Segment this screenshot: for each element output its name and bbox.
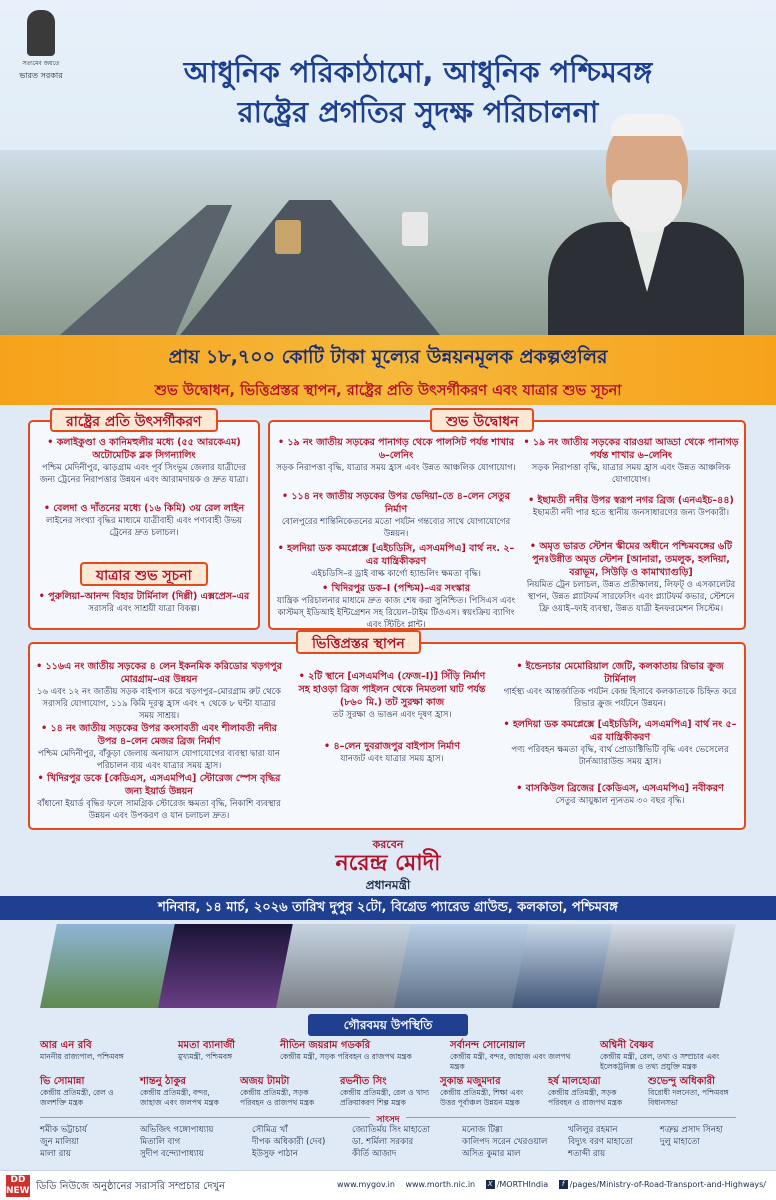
foundation-item (500, 782, 740, 807)
guest-name: ভি সোমান্না (40, 1076, 85, 1087)
host-title: প্রধানমন্ত্রী (365, 878, 411, 892)
guest (40, 1040, 170, 1062)
item-desc: সড়ক নিরাপত্তা বৃদ্ধি, যাত্রার সময় হ্রাস এবং উন্নত আঞ্চলিক যোগাযোগ। (276, 463, 516, 473)
mp-column (40, 1124, 87, 1160)
guest-name: সুকান্ত মজুমদার (440, 1076, 501, 1087)
cargo-terminal-photo (596, 924, 736, 1008)
mp-column (462, 1124, 547, 1160)
guest-name: নীতিন জয়রাম গডকরি (280, 1040, 371, 1051)
guest (340, 1076, 432, 1107)
guest (280, 1040, 440, 1062)
railway-station-photo (276, 924, 416, 1008)
item-title: • ১৯ নং জাতীয় সড়কের পানাগড় থেকে পালসিট পর্যন্ত শাখার ৬–লেনিং (276, 436, 516, 462)
dedication-item (36, 502, 252, 539)
guest-name: রভনীত সিং (340, 1076, 387, 1087)
guest (648, 1076, 758, 1107)
mp-name: ইউসুফ পাঠান (252, 1149, 298, 1159)
guest-role: কেন্দ্রীয় প্রতিমন্ত্রী, সড়ক পরিবহন ও রাজপথ মন্ত্রক (548, 1088, 623, 1107)
item-desc: ১৬ এবং ১২ নং জাতীয় সড়ক বাইপাস করে খড়গপুর–মোরগ্রাম রুট থেকে সরাসরি যোগাযোগ, ১১৯ কিমি দূরত্ব হ্রাস এবং ৭ থেকে ৮ ঘন্টা যাত্রার সময় সাশ্রয়। (37, 687, 281, 721)
event-details: শনিবার, ১৪ মার্চ, ২০২৬ তারিখ দুপুর ২টো, বিগ্রেড প্যারেড গ্রাউন্ড, কলকাতা, পশ্চিমবঙ্গ (0, 896, 776, 920)
guests-label: গৌরবময় উপস্থিতি (308, 1014, 468, 1036)
guest-name: মমতা ব্যানার্জী (178, 1040, 236, 1051)
item-title: • ইছামতী নদীর উপর স্বরূপ নগর ব্রিজ (এনএইচ–৪৪) (522, 494, 740, 507)
guest (40, 1076, 132, 1107)
mp-name: শতাব্দী রায় (568, 1149, 606, 1159)
guest-role: কেন্দ্রীয় মন্ত্রী, বন্দর, জাহাজ এবং জলপথ মন্ত্রক (450, 1052, 571, 1071)
prime-minister-portrait (548, 118, 744, 335)
projects-banner (0, 335, 776, 405)
ship-dock-photo (394, 924, 534, 1008)
stadium-photo (40, 924, 180, 1008)
guest-name: আর এন রবি (40, 1040, 92, 1051)
divider (406, 1117, 736, 1118)
guest (178, 1040, 278, 1062)
item-desc: বোলপুরের শান্তিনিকেতনের মতো পর্যটন গন্তব্যের সাথে যোগাযোগের উন্নয়ন। (281, 517, 511, 539)
mp-column (140, 1124, 213, 1160)
mp-label: সাংসদ (376, 1115, 400, 1125)
guest-role: কেন্দ্রীয় মন্ত্রী, রেল, তথ্য ও সম্প্রচার এবং ইলেকট্রনিক্স ও তথ্য প্রযুক্তি মন্ত্রক (600, 1052, 720, 1071)
item-desc: যানজট এবং যাত্রার সময় হ্রাস। (340, 754, 444, 764)
facebook-link[interactable] (559, 1180, 766, 1189)
national-emblem (18, 10, 64, 83)
foundation-item (36, 660, 282, 722)
guest-name: হর্ষ মালহোত্রা (548, 1076, 601, 1087)
item-desc: পশ্চিম মেদিনীপুর, ঝাড়গ্রাম এবং পূর্ব সিংভূম জেলার যাত্রীদের জন্য ট্রেনের নিরাপত্তার উন্নয়ন এবং আরামদায়ক ও দ্রুত যাত্রা। (39, 463, 249, 485)
footer-links (329, 1180, 766, 1189)
item-title: • ১৯ নং জাতীয় সড়কের বারওয়া আড্ডা থেকে পানাগড় পর্যন্ত শাখার ৬–লেনিং (522, 436, 740, 462)
item-desc: গার্হস্থ্য এবং আন্তর্জাতিক পর্যটন কেন্দ্র হিসাবে কলকাতাকে চিহ্নিত করে রিভার ক্রুজ পর্যটনে উন্নয়ন। (503, 687, 737, 709)
mp-name: খলিলুর রহমান (568, 1125, 618, 1135)
item-title: • পুরুলিয়া–আনন্দ বিহার টার্মিনাল (দিল্লী) এক্সপ্রেস–এর (36, 590, 252, 603)
mp-name: কালিপদ সরেন খেরওয়াল (462, 1137, 548, 1147)
x-handle: /MORTHIndia (496, 1180, 549, 1189)
inauguration-label: শুভ উদ্বোধন (430, 408, 534, 432)
item-title: • কলাইকুণ্ডা ও কানিমহুলীর মধ্যে (৫৫ আরকেএম) অটোমেটিক ব্লক সিগন্যালিং (36, 436, 252, 462)
mp-name: জুন মালিয়া (40, 1137, 79, 1147)
foundation-item (292, 670, 492, 721)
guest-role: কেন্দ্রীয় মন্ত্রী, সড়ক পরিবহন ও রাজপথ মন্ত্রক (280, 1052, 412, 1061)
guest (548, 1076, 640, 1107)
item-desc: সরাসরি এবং সাশ্রয়ী যাত্রা বিকল্প। (88, 604, 200, 614)
mp-name: অভিজিৎ গঙ্গোপাধ্যায় (140, 1125, 214, 1135)
host-name: নরেন্দ্র মোদী (335, 851, 441, 876)
foundation-label: ভিত্তিপ্রস্তর স্থাপন (296, 630, 421, 654)
headline-line2: রাষ্ট্রের প্রগতির সুদক্ষ পরিচালনা (237, 95, 599, 129)
mp-column (252, 1124, 325, 1160)
dd-news-text: ডিডি নিউজে অনুষ্ঠানের সরাসরি সম্প্রচার দেখুন (36, 1181, 226, 1192)
inauguration-item (522, 436, 740, 486)
inauguration-item (276, 436, 516, 474)
emblem-icon (27, 10, 55, 56)
facebook-handle: /pages/Ministry-of-Road-Transport-and-Highways/ (569, 1180, 766, 1189)
dedication-label: রাষ্ট্রের প্রতি উৎসর্গীকরণ (50, 408, 218, 432)
item-title: • ৪–লেন দুবরাজপুর বাইপাস নির্মাণ (292, 740, 492, 753)
flagoff-label: যাত্রার শুভ সূচনা (80, 562, 208, 586)
mp-name: শত্রুঘ্ন প্রসাদ সিনহা (660, 1125, 723, 1135)
inauguration-item (276, 490, 516, 540)
emblem-label: ভারত সরকার (19, 71, 63, 80)
mp-name: দুলু মাহাতো (660, 1137, 700, 1147)
mp-name: অসিত কুমার মাল (462, 1149, 521, 1159)
guest-name: সর্বানন্দ সোনোয়াল (450, 1040, 526, 1051)
mp-name: শমীক ভট্টাচার্য (40, 1125, 87, 1135)
footer-bar (0, 1170, 776, 1200)
item-title: • হলদিয়া ডক কমপ্লেক্সে [এইচডিসি, এসএমপিএ] বার্থ নং ৫–এর যান্ত্রিকীকরণ (500, 718, 740, 744)
foundation-item (36, 722, 282, 772)
guest-role: মাননীয় রাজ্যপাল, পশ্চিমবঙ্গ (40, 1052, 124, 1061)
guest-role: কেন্দ্রীয় প্রতিমন্ত্রী, সড়ক পরিবহন ও রাজপথ মন্ত্রক (240, 1088, 315, 1107)
guest (240, 1076, 332, 1107)
emblem-motto: সত্যমেব জয়তে (22, 60, 60, 67)
mp-name: বিদ্যুৎ বরণ মাহাতো (568, 1137, 633, 1147)
inauguration-item (522, 494, 740, 519)
guest-role: কেন্দ্রীয় প্রতিমন্ত্রী, শিক্ষা এবং উত্তর পূর্বাঞ্চল উন্নয়ন মন্ত্রক (440, 1088, 524, 1107)
mygov-link[interactable]: www.mygov.in (337, 1180, 395, 1189)
morth-link[interactable]: www.morth.nic.in (405, 1180, 476, 1189)
guest (140, 1076, 232, 1107)
truck-image (402, 212, 428, 246)
project-photo-strip (40, 924, 736, 1008)
flagoff-item (36, 590, 252, 615)
guest-role: মুখ্যমন্ত্রী, পশ্চিমবঙ্গ (178, 1052, 233, 1061)
mp-name: ডা. শর্মিলা সরকার (352, 1137, 414, 1147)
guest (450, 1040, 580, 1071)
x-icon: X (486, 1180, 495, 1189)
item-title: • ১৪ নং জাতীয় সড়কের উপর কংসাবতী এবং শীলাবতী নদীর উপর ৪–লেন মেজর ব্রিজ নির্মাণ (36, 722, 282, 748)
item-title: • বাসকিউল ব্রিজের [কেডিএস, এসএমপিএ] নবীকরণ (500, 782, 740, 795)
item-title: • অমৃত ভারত স্টেশন স্কীমের অধীনে পশ্চিমবঙ্গের ৬টি পুনঃউন্নীত অমৃত স্টেশন [আনারা, তমলুক, হলদিয়া, বরাভূম, সিউড়ি ও কামাখ্যাগুড়ি] (522, 540, 740, 579)
inauguration-item (276, 582, 516, 631)
portrait-hair (610, 114, 684, 136)
item-desc: লাইনের সংখ্যা বৃদ্ধির মাধ্যমে যাত্রীবাহী এবং পণ্যবাহী উভয় ট্রেনের দ্রুত চলাচল। (45, 516, 243, 538)
guest-name: শুভেন্দু অধিকারী (648, 1076, 715, 1087)
mp-name: মনোজ টিগ্গা (462, 1125, 503, 1135)
foundation-item (292, 740, 492, 765)
guest-role: কেন্দ্রীয় প্রতিমন্ত্রী, রেল ও জলশক্তি মন্ত্রক (40, 1088, 114, 1107)
item-title: • খিদিরপুর ডক–I (পশ্চিম)–এর সংস্কার (276, 582, 516, 595)
item-desc: সড়ক নিরাপত্তা বৃদ্ধি, যাত্রার সময় হ্রাস এবং উন্নত আঞ্চলিক যোগাযোগ। (531, 463, 731, 485)
item-desc: সেতুর আয়ুষ্কাল ন্যূনতম ৩০ বছর বৃদ্ধি। (555, 796, 685, 806)
guest (600, 1040, 756, 1071)
mp-name: জ্যোতির্ময় সিং মাহাতো (352, 1125, 431, 1135)
item-desc: নিয়মিত ট্রেন চলাচল, উন্নত প্রতীক্ষালয়, লিফট্‌ ও এসকালেটর স্থাপন, উন্নত প্ল্যাটফর্ম সারফেসিং এবং প্ল্যাটফর্ম কভার, স্টেশনে ফ্রি ওয়াই–ফাই ব্যবস্থা, উন্নত যাত্রী ইনফরমেশন সিস্টেম। (526, 580, 736, 614)
item-title: • ১১৬এ নং জাতীয় সড়কের ৪ লেন ইকনমিক করিডোর খড়গপুর মোরগ্রাম–এর উন্নয়ন (36, 660, 282, 686)
inauguration-item (522, 540, 740, 615)
banner-line1: প্রায় ১৮,৭০০ কোটি টাকা মূল্যের উন্নয়নমূলক প্রকল্পগুলির (168, 346, 608, 368)
mp-name: সুদীপ বন্দ্যোপাধ্যায় (140, 1149, 204, 1159)
item-desc: তট সুরক্ষা ও ভাঙন এবং দূষণ হ্রাস। (332, 710, 452, 720)
mp-name: দীপক অধিকারী (দেব) (252, 1137, 326, 1147)
item-title: • বেলদা ও দাঁতনের মধ্যে (১৬ কিমি) ৩য় রেল লাইন (36, 502, 252, 515)
banner-line2: শুভ উদ্বোধন, ভিত্তিপ্রস্তর স্থাপন, রাষ্ট্রের প্রতি উৎসর্গীকরণ এবং যাত্রার শুভ সূচনা (154, 383, 622, 399)
host-by: করবেন (372, 838, 404, 851)
bridge-night-photo (158, 924, 298, 1008)
item-desc: বাঁধানো ইয়ার্ড বৃদ্ধির ফলে সামগ্রিক স্টোরেজ ক্ষমতা বৃদ্ধি, নিকাশি ব্যবস্থার উন্নয়ন এবং উপকরণ ও যান চলাচল দ্রুত। (37, 799, 281, 821)
item-title: • ২টি স্থানে [এসএমপিএ (ফেজ–I)] সিঁড়ি নির্মাণ সহ হাওড়া ব্রিজ পাইলন থেকে নিমতলা ঘাট পর্যন্ত (৮৬০ মি.) তট সুরক্ষা কাজ (292, 670, 492, 709)
x-link[interactable] (486, 1180, 548, 1189)
item-title: • খিদিরপুর ডকে [কেডিএস, এসএমপিএ] স্টোরেজ স্পেস বৃদ্ধির জন্য ইয়ার্ড উন্নয়ন (36, 772, 282, 798)
guest-role: কেন্দ্রীয় প্রতিমন্ত্রী, বন্দর, জাহাজ এবং জলপথ মন্ত্রক (140, 1088, 219, 1107)
dd-news-logo: DD NEWS (6, 1175, 37, 1196)
item-title: • হলদিয়া ডক কমপ্লেক্সে [এইচডিসি, এসএমপিএ] বার্থ নং. ২–এর যান্ত্রিকীকরণ (276, 542, 516, 568)
inauguration-item (276, 542, 516, 580)
guest-name: শান্তনু ঠাকুর (140, 1076, 186, 1087)
mp-name: কীর্তি আজাদ (352, 1149, 397, 1159)
guest (440, 1076, 540, 1107)
item-title: • ইন্ডেনচার মেমোরিয়াল জেটি, কলকাতায় রিভার ক্রুজ টার্মিনাল (500, 660, 740, 686)
foundation-item (500, 660, 740, 710)
mp-column (568, 1124, 633, 1160)
mp-column (660, 1124, 723, 1148)
hero-header (0, 0, 776, 335)
item-title: • ১১৪ নং জাতীয় সড়কের উপর ভেদিয়া–তে ৪–লেন সেতুর নির্মাণ (276, 490, 516, 516)
item-desc: পশ্চিম মেদিনীপুর, বাঁকুড়া জেলায় অনায়াস যোগাযোগের ব্যবস্থা দ্বারা যান পরিচালন ব্যয় এবং যাত্রার সময় হ্রাস। (38, 749, 280, 771)
guest-name: অশ্বিনী বৈষ্ণব (600, 1040, 654, 1051)
item-desc: ইছামতী নদী পার হতে স্থানীয় জনসাধারণের জন্য উপকারী। (532, 508, 730, 518)
mp-name: সৌমিত্র খাঁ (252, 1125, 288, 1135)
item-desc: পণ্য পরিবহন ক্ষমতা বৃদ্ধি, বার্থ প্রোডাক্টিভিটি বৃদ্ধি এবং ভেসেলের টার্নঅ্যারাউন্ড সময় হ্রাস। (511, 745, 729, 767)
foundation-item (500, 718, 740, 768)
item-desc: যান্ত্রিক পরিচালনার মাধ্যমে দ্রুত কাজ শেষ করা সুনিশ্চিত। পিসিএস এবং কাস্টমস্‌ ইডিআই ইন্টিগ্রেশন সহ রিয়েল–টাইম টিওএস। স্বয়ংক্রিয় ব্যাগিং এবং স্টিচিং প্লান্ট। (277, 596, 515, 630)
mp-name: মালা রায় (40, 1149, 71, 1159)
mp-column (352, 1124, 430, 1160)
dedication-item (36, 436, 252, 486)
facebook-icon: f (559, 1180, 568, 1189)
item-desc: এইচডিসি–র ড্রাই বাল্ক কার্গো হ্যান্ডলিং ক্ষমতা বৃদ্ধি। (311, 569, 481, 579)
mp-name: মিতালি বাগ (140, 1137, 181, 1147)
guest-name: অজয় টামটা (240, 1076, 290, 1087)
truck-image (275, 220, 301, 254)
guest-role: বিরোধী দলনেতা, পশ্চিমবঙ্গ বিধানসভা (648, 1088, 729, 1107)
foundation-item (36, 772, 282, 822)
headline-line1: আধুনিক পরিকাঠামো, আধুনিক পশ্চিমবঙ্গ (183, 55, 653, 89)
guest-role: কেন্দ্রীয় প্রতিমন্ত্রী, রেল ও খাদ্য প্রক্রিয়াকরণ শিল্প মন্ত্রক (340, 1088, 430, 1107)
